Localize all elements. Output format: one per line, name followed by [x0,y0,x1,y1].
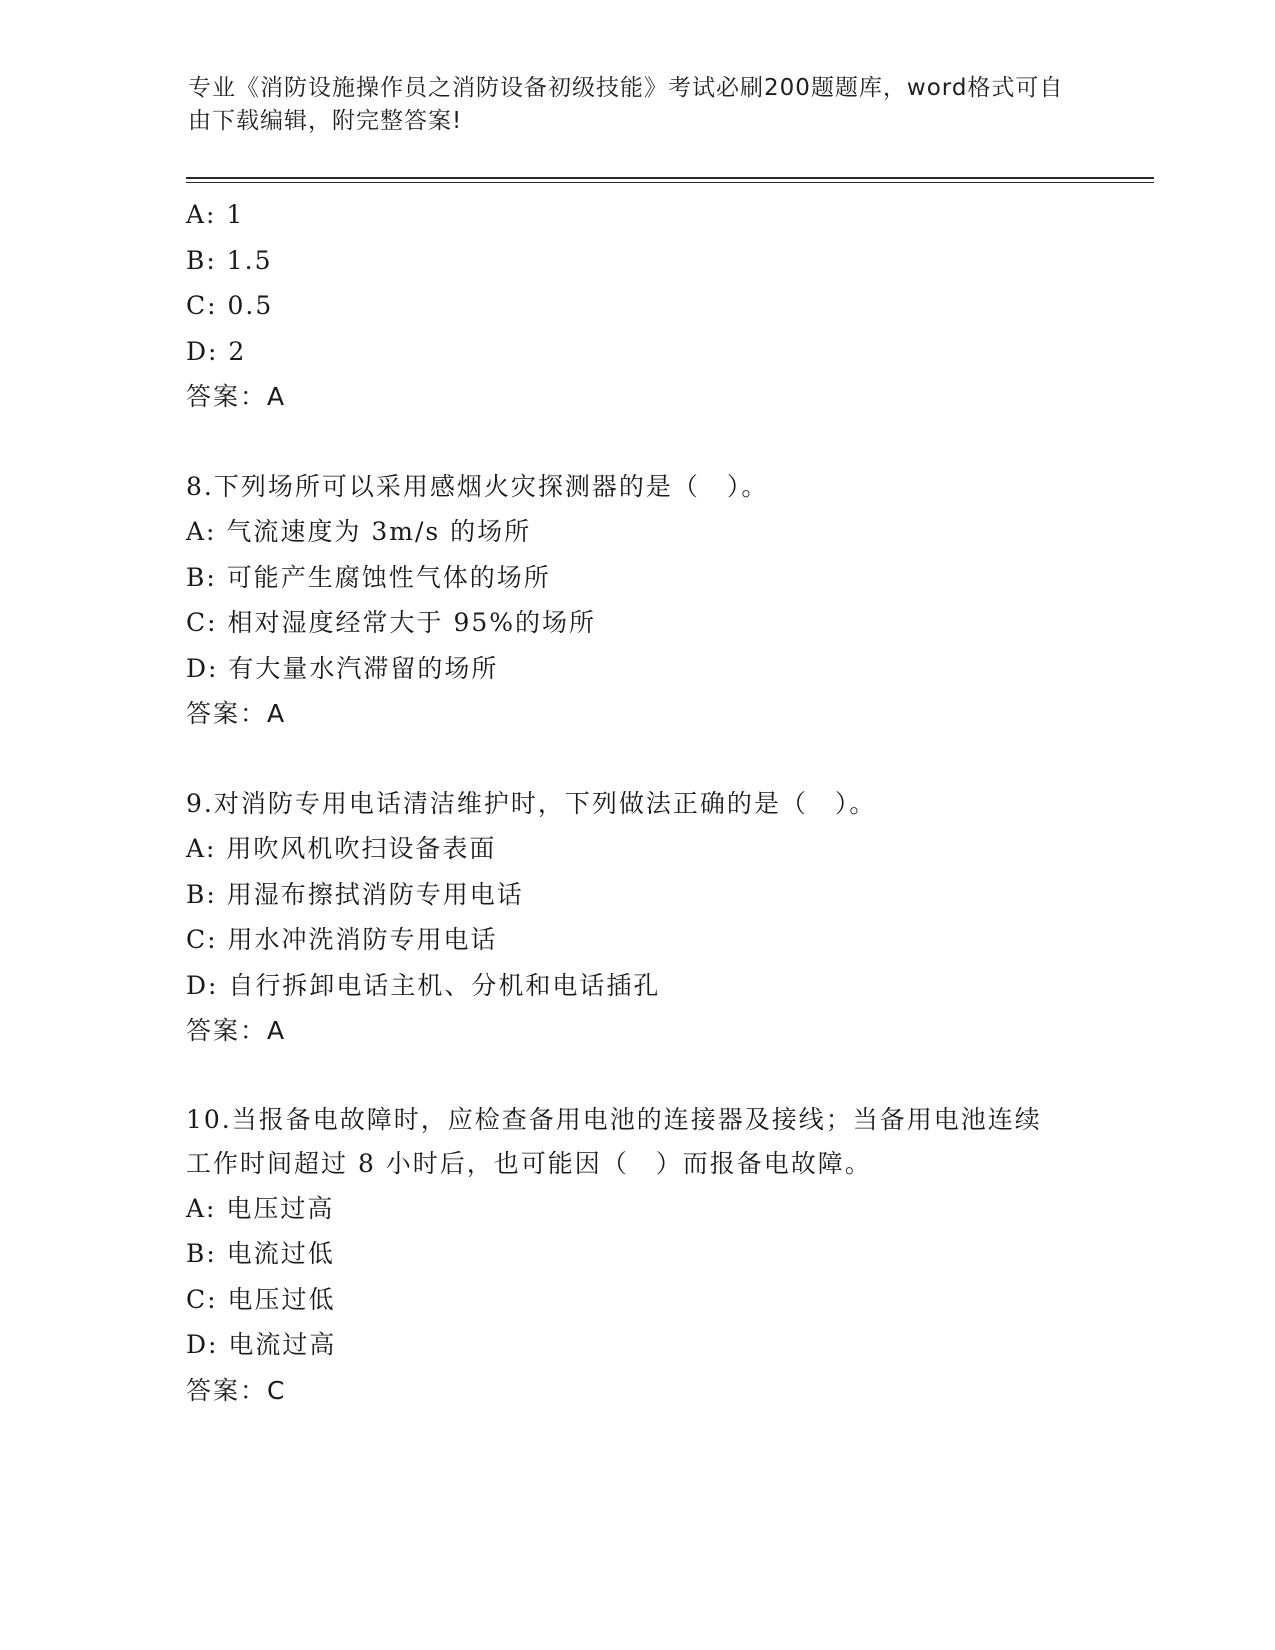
option-d: D: 自行拆卸电话主机、分机和电话插孔 [186,970,661,1000]
option-c: C: 0.5 [186,291,274,320]
question-9-block [186,781,1086,1054]
option-b: B: 用湿布擦拭消防专用电话 [186,879,524,909]
option-d: D: 有大量水汽滞留的场所 [186,653,499,683]
option-b: B: 电流过低 [186,1239,335,1268]
header-divider-thin [186,182,1154,183]
question-8-block [186,464,1086,737]
spacer [186,1054,1086,1098]
answer-line: 答案：A [186,382,287,411]
option-d: D: 电流过高 [186,1330,337,1359]
question-text: 8.下列场所可以采用感烟火灾探测器的是（ ）。 [186,471,769,501]
question-text: 9.对消防专用电话清洁维护时，下列做法正确的是（ ）。 [186,788,877,818]
option-b: B: 可能产生腐蚀性气体的场所 [186,562,551,592]
option-c: C: 电压过低 [186,1284,336,1314]
answer-line: 答案：C [186,1375,287,1405]
question-7-block [186,192,1086,420]
answer-line: 答案：A [186,699,287,728]
question-text: 10.当报备电故障时，应检查备用电池的连接器及接线；当备用电池连续工作时间超过 8 小时后，也可能因（ ）而报备电故障。 [186,1104,1042,1178]
option-c: C: 用水冲洗消防专用电话 [186,925,498,954]
option-a: A: 1 [186,200,245,229]
answer-line: 答案：A [186,1016,287,1045]
option-b: B: 1.5 [186,245,273,275]
question-content [186,192,1086,1413]
document-header: 专业《消防设施操作员之消防设备初级技能》考试必刷200题题库，word格式可自由下载编辑，附完整答案! [188,75,1064,134]
option-a: A: 气流速度为 3m/s 的场所 [186,517,532,546]
option-a: A: 电压过高 [186,1193,335,1223]
spacer [186,420,1086,464]
header-divider-thick [186,177,1154,179]
spacer [186,737,1086,781]
option-d: D: 2 [186,336,247,366]
option-a: A: 用吹风机吹扫设备表面 [186,834,497,863]
option-c: C: 相对湿度经常大于 95%的场所 [186,608,597,637]
question-10-block [186,1098,1086,1414]
